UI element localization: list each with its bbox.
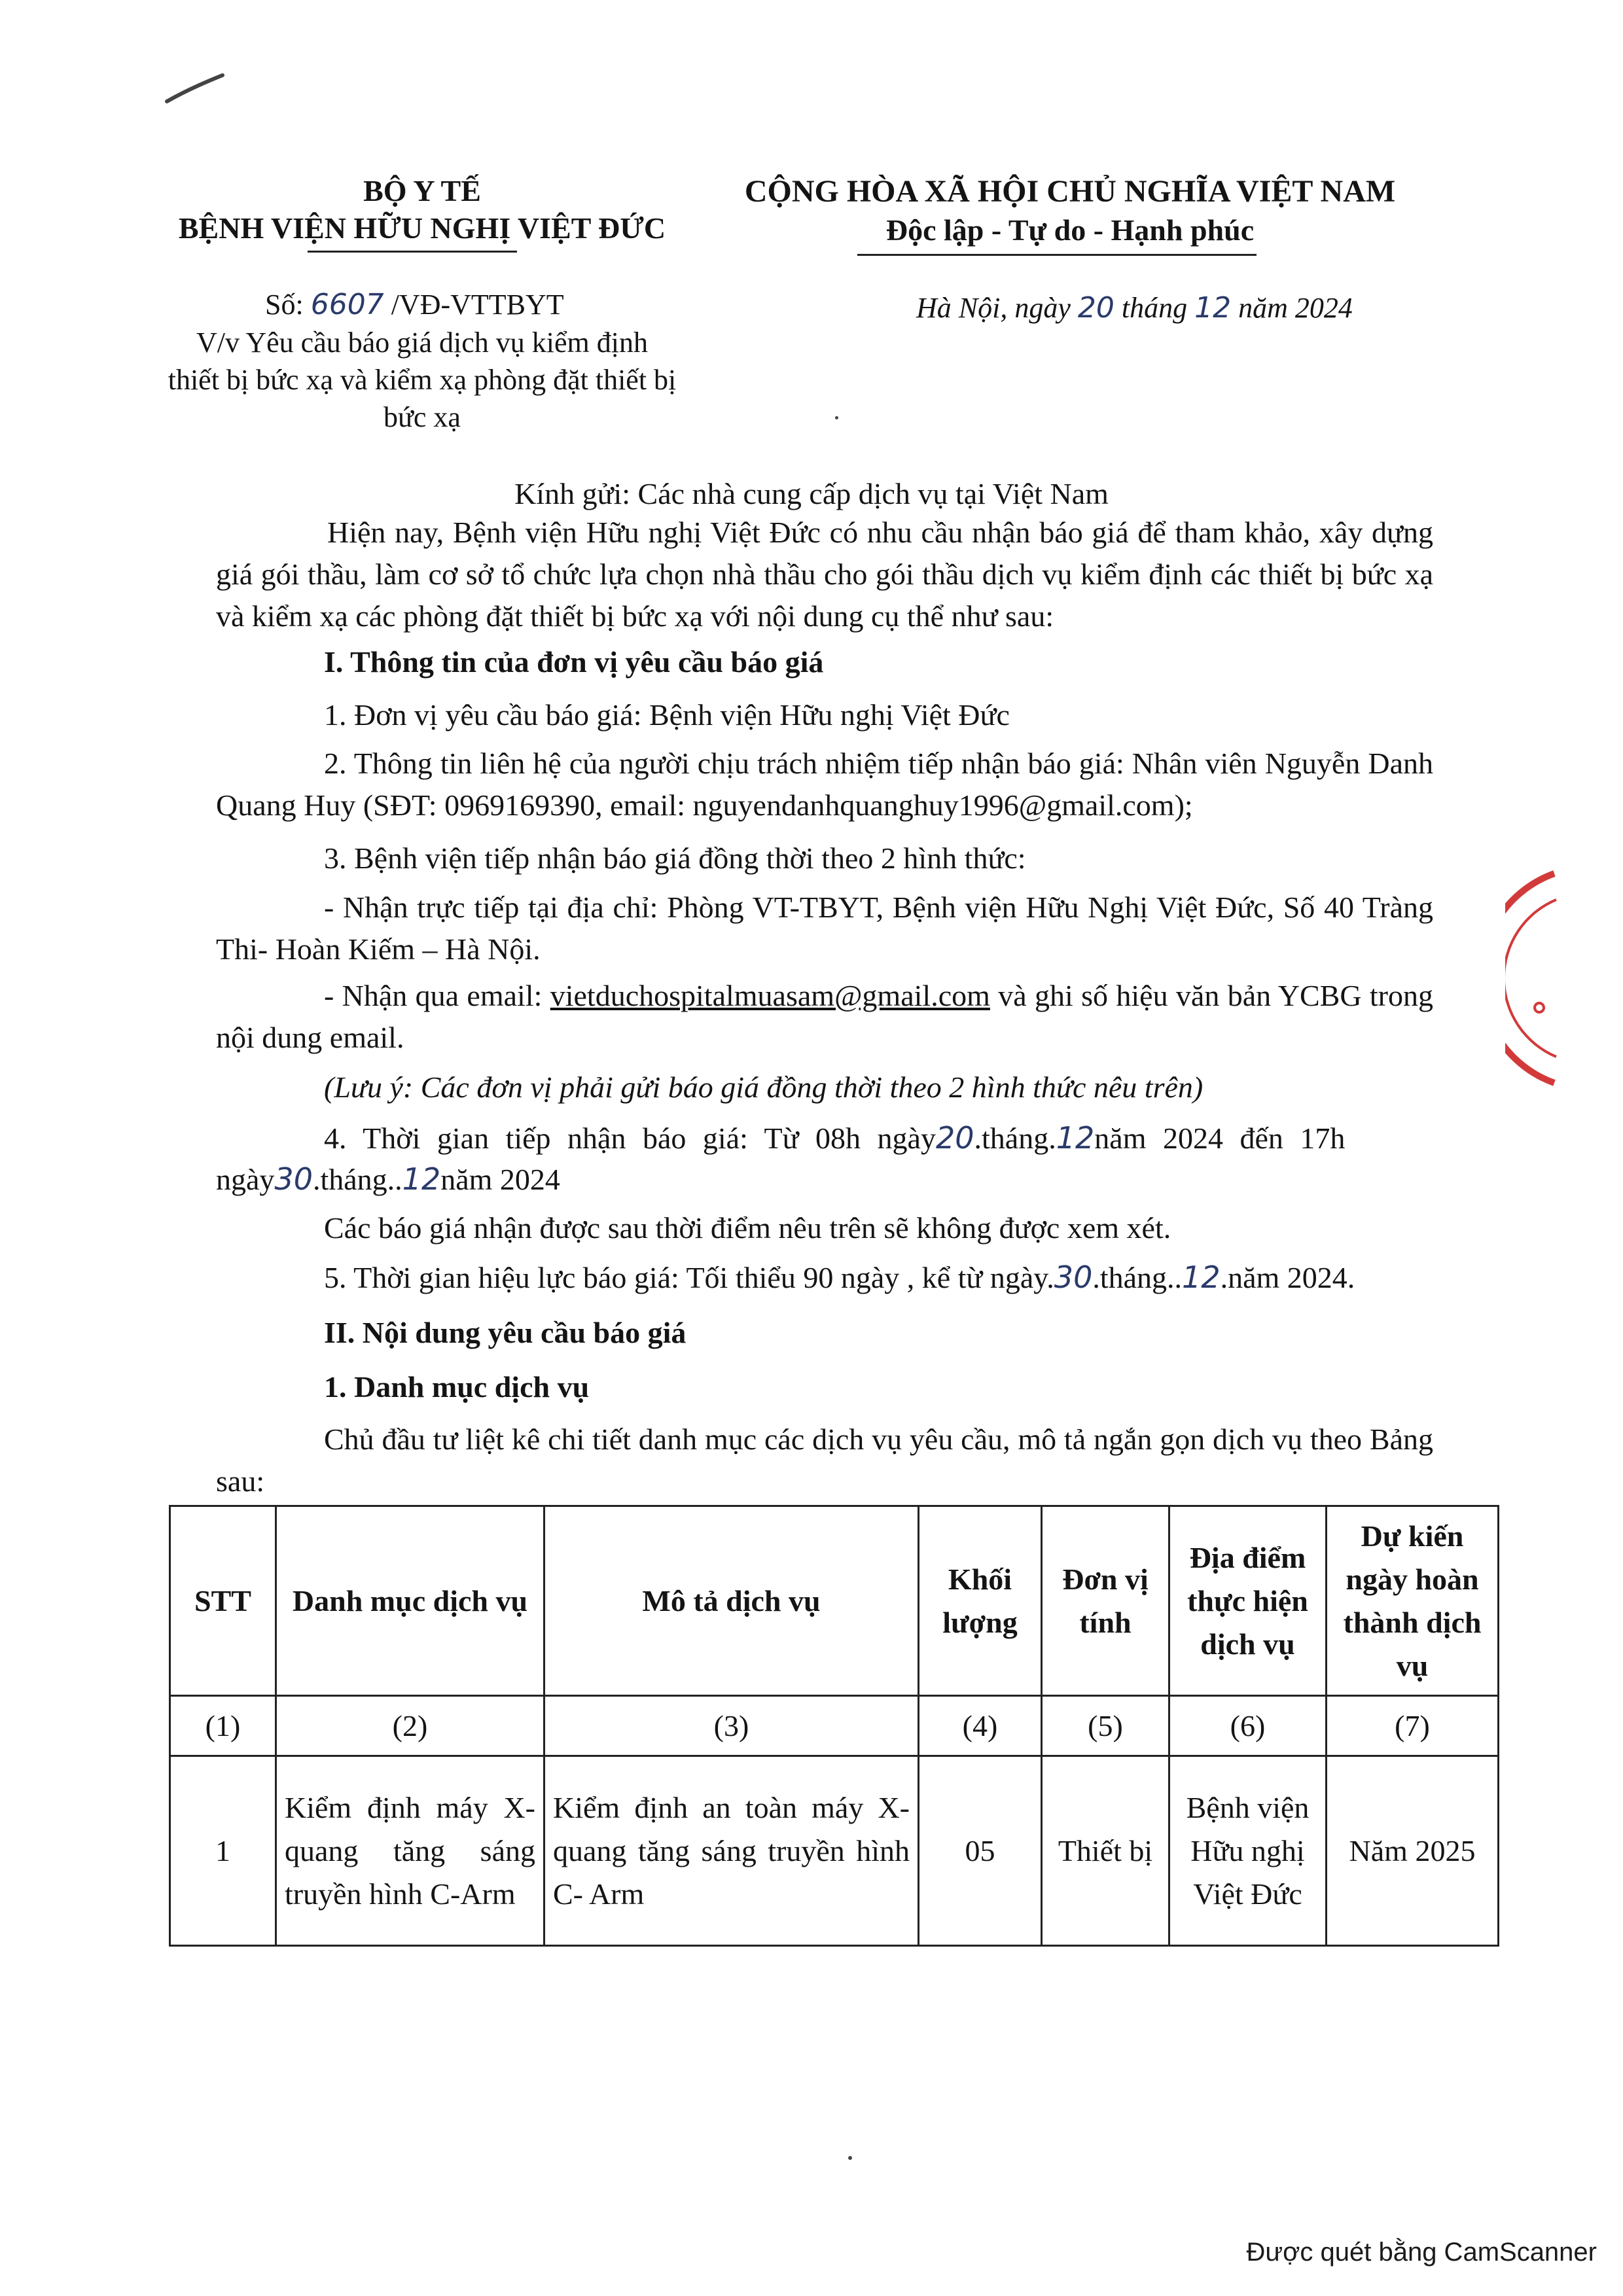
number-cell: (7) <box>1327 1696 1499 1756</box>
table-number-row <box>170 1696 1499 1756</box>
item-5-day: 30 <box>1054 1260 1093 1295</box>
red-stamp-icon <box>1505 870 1558 1086</box>
motto-underline <box>857 254 1257 256</box>
national-motto: Độc lập - Tự do - Hạnh phúc <box>885 213 1255 247</box>
cell-quantity: 05 <box>919 1756 1042 1946</box>
item-4-day-1: 20 <box>935 1120 974 1156</box>
item-4-c: năm 2024 đến 17h <box>1094 1122 1346 1155</box>
item-4-f: .tháng.. <box>312 1163 402 1196</box>
late-note: Các báo giá nhận được sau thời điểm nêu trên sẽ không được xem xét. <box>324 1211 1171 1245</box>
number-cell: (4) <box>919 1696 1042 1756</box>
item-3a-text: - Nhận trực tiếp tại địa chỉ: Phòng VT-TBYT, Bệnh viện Hữu Nghị Việt Đức, Số 40 Tràng Thi- Hoàn Kiếm – Hà Nội. <box>216 891 1433 966</box>
header-location: Địa điểm thực hiện dịch vụ <box>1169 1506 1327 1696</box>
item-3b <box>216 975 1433 1059</box>
intro-text: Hiện nay, Bệnh viện Hữu nghị Việt Đức có nhu cầu nhận báo giá để tham khảo, xây dựng giá gói thầu, làm cơ sở tổ chức lựa chọn nhà thầu cho gói thầu dịch vụ kiểm định các thiết bị bức xạ và kiểm xạ các phòng đặt thiết bị bức xạ với nội dung cụ thể như sau: <box>216 516 1433 633</box>
item-3a <box>216 887 1433 970</box>
item-2 <box>216 743 1433 826</box>
header-quantity: Khối lượng <box>919 1506 1042 1696</box>
doc-no-suffix: /VĐ-VTTBYT <box>391 289 564 321</box>
item-4-e: ngày <box>216 1163 275 1196</box>
table-intro-text: Chủ đầu tư liệt kê chi tiết danh mục các dịch vụ yêu cầu, mô tả ngắn gọn dịch vụ theo Bảng sau: <box>216 1422 1433 1498</box>
date-day: 20 <box>1077 291 1115 325</box>
greeting: Kính gửi: Các nhà cung cấp dịch vụ tại Việt Nam <box>514 477 1109 510</box>
table-intro <box>216 1419 1433 1502</box>
number-cell: (1) <box>170 1696 276 1756</box>
number-cell: (6) <box>1169 1696 1327 1756</box>
cell-description: Kiểm định an toàn máy X-quang tăng sáng truyền hình C- Arm <box>544 1756 919 1946</box>
cell-unit: Thiết bị <box>1042 1756 1169 1946</box>
item-2-text: 2. Thông tin liên hệ của người chịu trách nhiệm tiếp nhận báo giá: Nhân viên Nguyễn Danh Quang Huy (SĐT: 0969169390, email: nguyendanhquanghuy1996@gmail.com); <box>216 747 1433 822</box>
item-4-month-1: 12 <box>1056 1120 1095 1156</box>
scanner-watermark: Được quét bằng CamScanner <box>1246 2238 1597 2267</box>
table-header-row <box>170 1506 1499 1696</box>
date-prefix: Hà Nội, ngày <box>916 292 1071 324</box>
item-5-month: 12 <box>1182 1260 1221 1295</box>
hospital-underline <box>308 251 517 253</box>
cell-stt: 1 <box>170 1756 276 1946</box>
item-4-line-2 <box>216 1161 870 1197</box>
hospital-name: BỆNH VIỆN HỮU NGHỊ VIỆT ĐỨC <box>178 211 666 245</box>
issue-date <box>916 291 1440 325</box>
number-cell: (3) <box>544 1696 919 1756</box>
section-1-heading: I. Thông tin của đơn vị yêu cầu báo giá <box>324 645 824 679</box>
cell-completion: Năm 2025 <box>1327 1756 1499 1946</box>
intro-paragraph <box>216 512 1433 637</box>
email-link[interactable]: vietduchospitalmuasam@gmail.com <box>550 979 990 1012</box>
header-completion: Dự kiến ngày hoàn thành dịch vụ <box>1327 1506 1499 1696</box>
doc-no-prefix: Số: <box>265 289 304 321</box>
item-5-a: 5. Thời gian hiệu lực báo giá: Tối thiểu 90 ngày , kể từ ngày. <box>324 1261 1054 1294</box>
item-1: 1. Đơn vị yêu cầu báo giá: Bệnh viện Hữu nghị Việt Đức <box>324 698 1010 732</box>
ministry-name: BỘ Y TẾ <box>363 174 481 207</box>
item-4-a: 4. Thời gian tiếp nhận báo giá: Từ 08h ngày <box>324 1122 936 1155</box>
date-month: 12 <box>1194 291 1232 325</box>
cell-location: Bệnh viện Hữu nghị Việt Đức <box>1169 1756 1327 1946</box>
document-number <box>265 288 658 321</box>
pen-mark-icon <box>164 69 229 108</box>
item-5 <box>324 1260 1469 1295</box>
item-3b-suffix: và ghi số hiệu văn bản YCBG trong nội dung email. <box>216 979 1433 1054</box>
date-month-label: tháng <box>1121 292 1188 324</box>
section-2-heading: II. Nội dung yêu cầu báo giá <box>324 1316 687 1349</box>
service-table <box>169 1505 1499 1947</box>
item-4-line-1 <box>324 1120 1436 1156</box>
scan-dot <box>848 2156 852 2160</box>
item-4-month-2: 12 <box>402 1161 441 1197</box>
number-cell: (5) <box>1042 1696 1169 1756</box>
table-row <box>170 1756 1499 1946</box>
note: (Lưu ý: Các đơn vị phải gửi báo giá đồng thời theo 2 hình thức nêu trên) <box>324 1070 1204 1104</box>
country-name: CỘNG HÒA XÃ HỘI CHỦ NGHĨA VIỆT NAM <box>744 174 1396 209</box>
item-5-c: .năm 2024. <box>1220 1261 1355 1294</box>
item-4-g: năm 2024 <box>440 1163 560 1196</box>
cell-service: Kiểm định máy X-quang tăng sáng truyền hình C-Arm <box>276 1756 544 1946</box>
scan-dot <box>835 416 838 419</box>
number-cell: (2) <box>276 1696 544 1756</box>
item-4-day-2: 30 <box>274 1161 313 1197</box>
header-description: Mô tả dịch vụ <box>544 1506 919 1696</box>
subsection-1-heading: 1. Danh mục dịch vụ <box>324 1370 590 1404</box>
header-service: Danh mục dịch vụ <box>276 1506 544 1696</box>
item-5-b: .tháng.. <box>1092 1261 1183 1294</box>
item-3: 3. Bệnh viện tiếp nhận báo giá đồng thời theo 2 hình thức: <box>324 841 1026 875</box>
date-year: năm 2024 <box>1238 292 1353 324</box>
item-4-b: .tháng. <box>974 1122 1056 1155</box>
subject-line-3: bức xạ <box>383 401 461 433</box>
header-unit: Đơn vị tính <box>1042 1506 1169 1696</box>
subject-line-1: V/v Yêu cầu báo giá dịch vụ kiểm định <box>196 327 648 359</box>
item-3b-prefix: - Nhận qua email: <box>324 979 550 1012</box>
header-stt: STT <box>170 1506 276 1696</box>
subject-line-2: thiết bị bức xạ và kiểm xạ phòng đặt thiết bị <box>168 364 677 396</box>
doc-no-handwritten: 6607 <box>310 288 384 321</box>
